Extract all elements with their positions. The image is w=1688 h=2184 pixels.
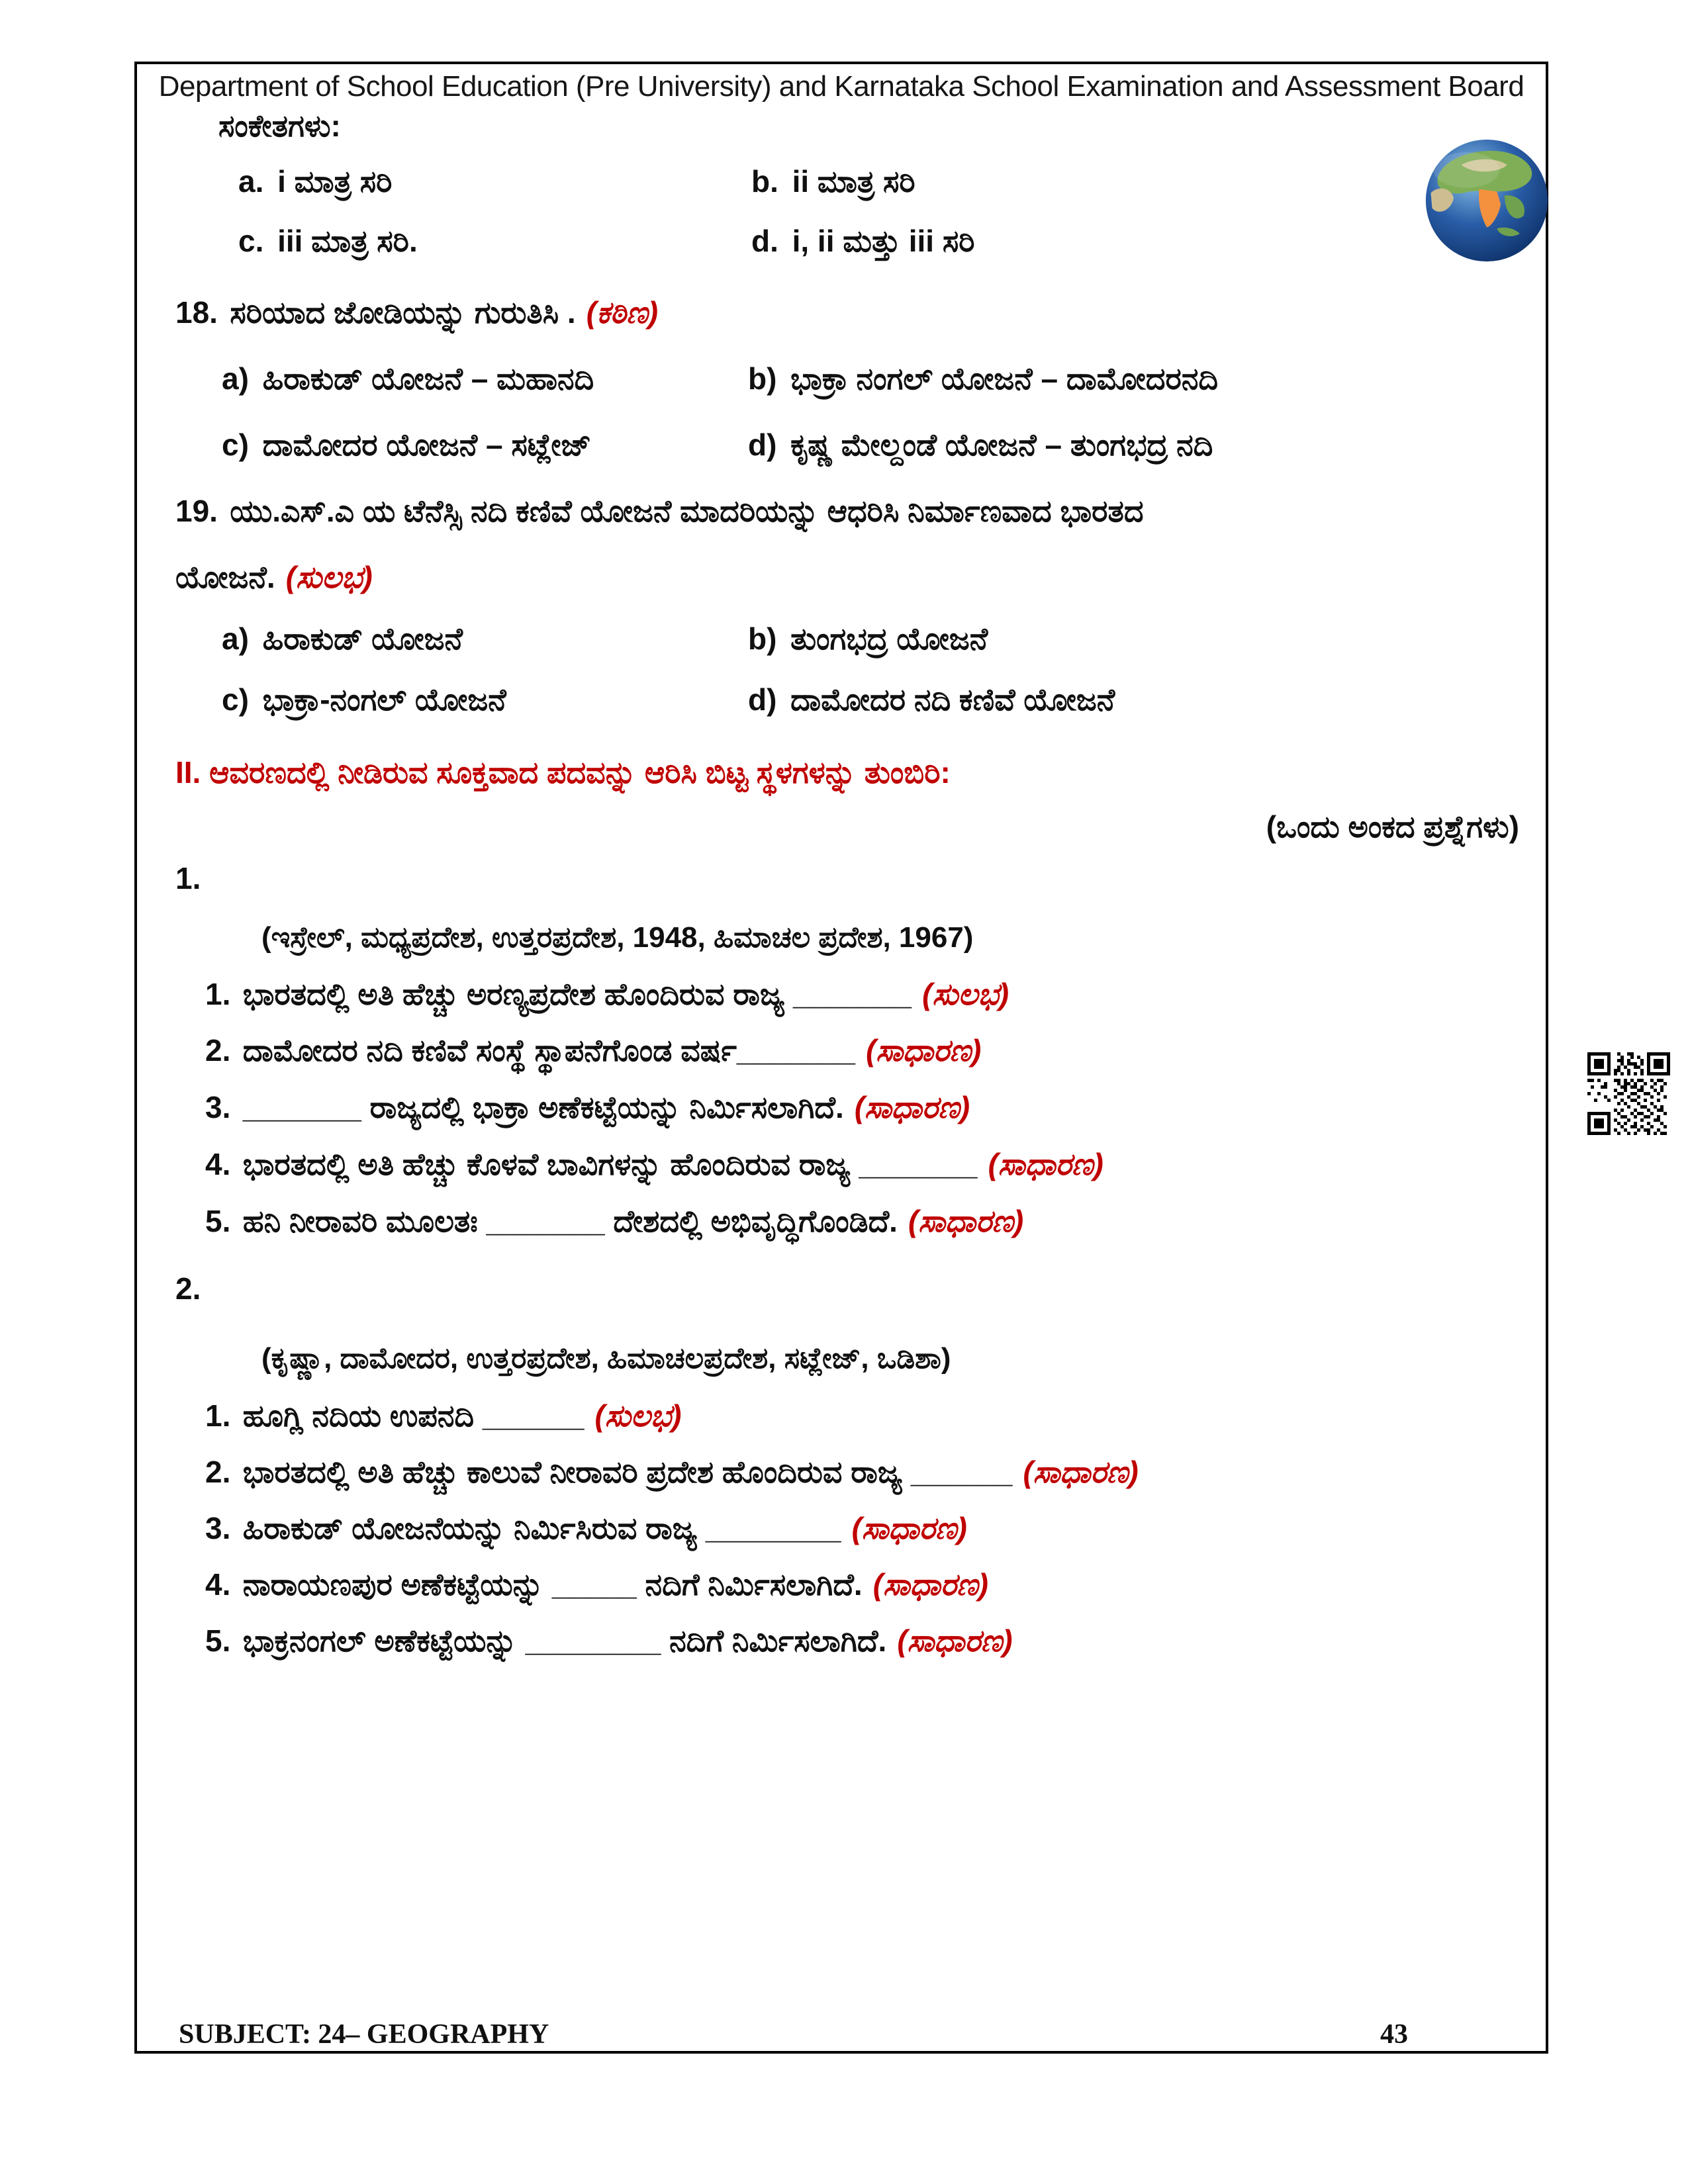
option-text: iii ಮಾತ್ರ ಸರಿ. — [277, 224, 418, 258]
question-19-heading-line1 — [175, 493, 1144, 530]
q18-option-c — [222, 427, 591, 464]
symbols-label: ಸಂಕೇತಗಳು: — [218, 109, 341, 143]
difficulty-label: (ಸುಲಭ) — [922, 977, 1009, 1011]
fill-item — [205, 1567, 988, 1604]
item-text: ಭಾರತದಲ್ಲಿ ಅತಿ ಹೆಚ್ಚು ಕಾಲುವೆ ನೀರಾವರಿ ಪ್ರದೇಶ ಹೊಂದಿರುವ ರಾಜ್ಯ ______ — [242, 1455, 1013, 1489]
option-text: ತುಂಗಭದ್ರ ಯೋಜನೆ — [790, 621, 988, 656]
q19-option-c — [222, 682, 506, 719]
item-text: _______ ರಾಜ್ಯದಲ್ಲಿ ಭಾಕ್ರಾ ಅಣೆಕಟ್ಟೆಯನ್ನು ನಿರ್ಮಿಸಲಾಗಿದೆ. — [242, 1090, 844, 1124]
item-number: 4. — [205, 1147, 231, 1181]
option-text: ii ಮಾತ್ರ ಸರಿ — [792, 164, 915, 199]
item-number: 5. — [205, 1204, 231, 1238]
difficulty-label: (ಸಾಧಾರಣ) — [988, 1147, 1103, 1181]
q18-option-a — [222, 361, 594, 398]
fill-item — [205, 976, 1009, 1013]
option-key: a. — [238, 164, 264, 199]
item-number: 1. — [205, 1398, 231, 1433]
option-key: d) — [748, 682, 777, 717]
item-number: 5. — [205, 1623, 231, 1658]
item-text: ನಾರಾಯಣಪುರ ಅಣೆಕಟ್ಟೆಯನ್ನು _____ ನದಿಗೆ ನಿರ್ಮಿಸಲಾಗಿದೆ. — [242, 1567, 863, 1602]
option-key: d) — [748, 428, 777, 462]
marks-note: (ಒಂದು ಅಂಕದ ಪ್ರಶ್ನೆಗಳು) — [1266, 809, 1519, 844]
question-number: 19. — [175, 494, 218, 528]
option-text: ದಾಮೋದರ ಯೋಜನೆ – ಸಟ್ಲೇಜ್ — [262, 428, 592, 462]
option-key: c) — [222, 682, 249, 717]
symbols-option-c — [238, 223, 418, 260]
item-text: ಭಾರತದಲ್ಲಿ ಅತಿ ಹೆಚ್ಚು ಅರಣ್ಯಪ್ರದೇಶ ಹೊಂದಿರುವ ರಾಜ್ಯ _______ — [242, 977, 912, 1011]
item-number: 3. — [205, 1511, 231, 1545]
item-text: ಹನಿ ನೀರಾವರಿ ಮೂಲತಃ _______ ದೇಶದಲ್ಲಿ ಅಭಿವೃದ್ಧಿಗೊಂಡಿದೆ. — [242, 1204, 898, 1238]
qr-code-icon — [1587, 1052, 1670, 1135]
option-text: i, ii ಮತ್ತು iii ಸರಿ — [792, 224, 975, 258]
question-text: ಸರಿಯಾದ ಜೋಡಿಯನ್ನು ಗುರುತಿಸಿ . — [230, 295, 576, 330]
option-key: c) — [222, 428, 249, 462]
symbols-option-b — [751, 163, 915, 201]
item-text: ದಾಮೋದರ ನದಿ ಕಣಿವೆ ಸಂಸ್ಥೆ ಸ್ಥಾಪನೆಗೊಂಡ ವರ್ಷ_______ — [242, 1033, 855, 1068]
footer-page-number: 43 — [1380, 2019, 1408, 2050]
question-19-heading-line2 — [175, 559, 373, 596]
option-text: ದಾಮೋದರ ನದಿ ಕಣಿವೆ ಯೋಜನೆ — [790, 682, 1115, 717]
option-key: b) — [748, 621, 777, 656]
option-key: b. — [751, 164, 778, 199]
difficulty-label: (ಸಾಧಾರಣ) — [1023, 1455, 1139, 1489]
item-number: 4. — [205, 1567, 231, 1602]
section-2-title: II. ಆವರಣದಲ್ಲಿ ನೀಡಿರುವ ಸೂಕ್ತವಾದ ಪದವನ್ನು ಆರಿಸಿ ಬಿಟ್ಟ ಸ್ಥಳಗಳನ್ನು ತುಂಬಿರಿ: — [175, 755, 951, 790]
symbols-option-a — [238, 163, 392, 201]
item-text: ಭಾರತದಲ್ಲಿ ಅತಿ ಹೆಚ್ಚು ಕೊಳವೆ ಬಾವಿಗಳನ್ನು ಹೊಂದಿರುವ ರಾಜ್ಯ _______ — [242, 1147, 978, 1181]
option-text: ಹಿರಾಕುಡ್ ಯೋಜನೆ — [262, 621, 463, 656]
globe-earth-icon — [1423, 134, 1550, 267]
fill-item — [205, 1089, 970, 1126]
fill-item — [205, 1623, 1013, 1660]
q19-option-d — [748, 682, 1115, 719]
item-number: 2. — [205, 1033, 231, 1068]
option-text: ಭಾಕ್ರಾ-ನಂಗಲ್ ಯೋಜನೆ — [262, 682, 506, 717]
fill-item — [205, 1454, 1139, 1491]
group-2-word-bank: (ಕೃಷ್ಣಾ, ದಾಮೋದರ, ಉತ್ತರಪ್ರದೇಶ, ಹಿಮಾಚಲಪ್ರದೇಶ, ಸಟ್ಲೇಜ್, ಒಡಿಶಾ) — [261, 1342, 951, 1375]
page-title: Department of School Education (Pre University) and Karnataka School Examination and Assessment Board — [158, 70, 1524, 103]
question-text: ಯು.ಎಸ್.ಎ ಯ ಟೆನೆಸ್ಸಿ ನದಿ ಕಣಿವೆ ಯೋಜನೆ ಮಾದರಿಯನ್ನು ಆಧರಿಸಿ ನಿರ್ಮಾಣವಾದ ಭಾರತದ — [230, 494, 1144, 528]
difficulty-label: (ಸುಲಭ) — [285, 560, 373, 594]
option-key: a) — [222, 621, 249, 656]
option-text: ಭಾಕ್ರಾ ನಂಗಲ್ ಯೋಜನೆ – ದಾಮೋದರನದಿ — [790, 361, 1219, 396]
option-key: c. — [238, 224, 264, 258]
option-text: ಹಿರಾಕುಡ್ ಯೋಜನೆ – ಮಹಾನದಿ — [262, 361, 594, 396]
difficulty-label: (ಕಠಿಣ) — [586, 295, 659, 330]
q18-option-d — [748, 427, 1213, 464]
fill-item — [205, 1398, 681, 1435]
option-text: i ಮಾತ್ರ ಸರಿ — [277, 164, 393, 199]
group-2-number: 2. — [175, 1271, 201, 1306]
group-1-number: 1. — [175, 861, 201, 895]
item-number: 1. — [205, 977, 231, 1011]
item-number: 2. — [205, 1455, 231, 1489]
footer-subject: SUBJECT: 24– GEOGRAPHY — [179, 2019, 549, 2050]
option-key: d. — [751, 224, 778, 258]
fill-item — [205, 1032, 981, 1069]
group-1-word-bank: (ಇಸ್ರೇಲ್, ಮಧ್ಯಪ್ರದೇಶ, ಉತ್ತರಪ್ರದೇಶ, 1948, ಹಿಮಾಚಲ ಪ್ರದೇಶ, 1967) — [261, 921, 974, 954]
item-number: 3. — [205, 1090, 231, 1124]
q18-option-b — [748, 361, 1218, 398]
fill-item — [205, 1510, 967, 1547]
question-number: 18. — [175, 295, 218, 330]
difficulty-label: (ಸಾಧಾರಣ) — [897, 1623, 1013, 1658]
question-text: ಯೋಜನೆ. — [175, 560, 275, 594]
item-text: ಹಿರಾಕುಡ್ ಯೋಜನೆಯನ್ನು ನಿರ್ಮಿಸಿರುವ ರಾಜ್ಯ ________ — [242, 1511, 841, 1545]
q19-option-a — [222, 621, 463, 658]
fill-item — [205, 1203, 1023, 1240]
difficulty-label: (ಸುಲಭ) — [594, 1398, 682, 1433]
q19-option-b — [748, 621, 988, 658]
difficulty-label: (ಸಾಧಾರಣ) — [851, 1511, 967, 1545]
difficulty-label: (ಸಾಧಾರಣ) — [908, 1204, 1024, 1238]
item-text: ಭಾಕ್ರನಂಗಲ್ ಅಣೆಕಟ್ಟೆಯನ್ನು ________ ನದಿಗೆ ನಿರ್ಮಿಸಲಾಗಿದೆ. — [242, 1623, 887, 1658]
symbols-option-d — [751, 223, 975, 260]
difficulty-label: (ಸಾಧಾರಣ) — [866, 1033, 982, 1068]
option-text: ಕೃಷ್ಣ ಮೇಲ್ದಂಡೆ ಯೋಜನೆ – ತುಂಗಭದ್ರ ನದಿ — [790, 428, 1213, 462]
option-key: a) — [222, 361, 249, 396]
option-key: b) — [748, 361, 777, 396]
difficulty-label: (ಸಾಧಾರಣ) — [854, 1090, 970, 1124]
question-18-heading — [175, 295, 658, 332]
fill-item — [205, 1146, 1103, 1183]
difficulty-label: (ಸಾಧಾರಣ) — [872, 1567, 988, 1602]
item-text: ಹೂಗ್ಲಿ ನದಿಯ ಉಪನದಿ ______ — [242, 1398, 585, 1433]
